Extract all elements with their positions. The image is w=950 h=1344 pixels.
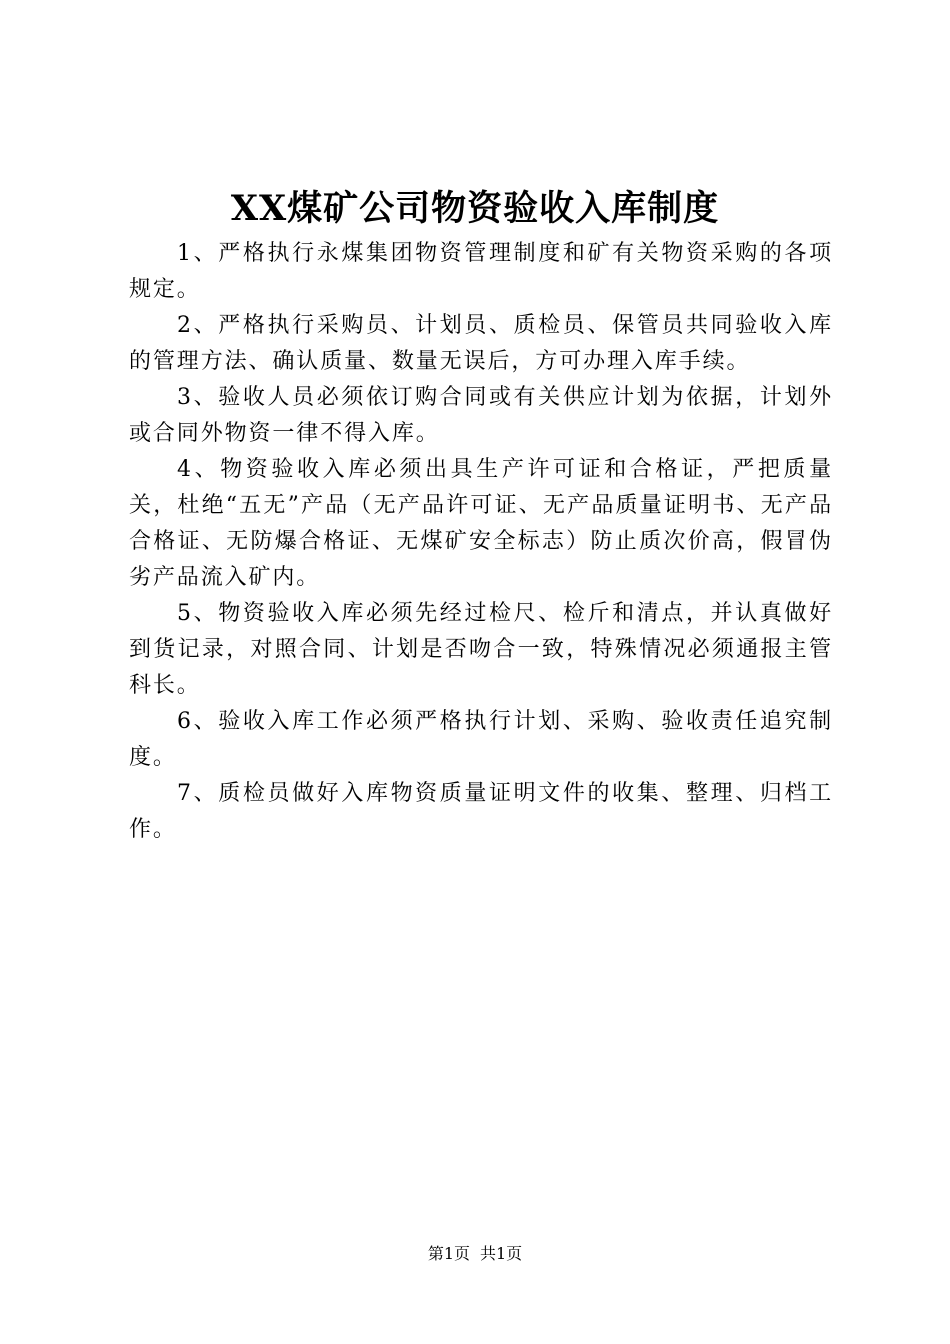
document-title: XX煤矿公司物资验收入库制度 [230, 188, 720, 229]
paragraph-3: 3、验收人员必须依订购合同或有关供应计划为依据，计划外或合同外物资一律不得入库。 [129, 385, 833, 446]
paragraph-7: 7、质检员做好入库物资质量证明文件的收集、整理、归档工作。 [129, 781, 833, 842]
document-body [129, 236, 833, 848]
page-footer [0, 1242, 950, 1266]
paragraph-4: 4、物资验收入库必须出具生产许可证和合格证，严把质量关，杜绝“五无”产品（无产品许可证、无产品质量证明书、无产品合格证、无防爆合格证、无煤矿安全标志）防止质次价高，假冒伪劣产品流入矿内。 [129, 457, 833, 590]
paragraph-6: 6、验收入库工作必须严格执行计划、采购、验收责任追究制度。 [129, 709, 833, 770]
page-number: 第1页 [427, 1244, 470, 1263]
page-total: 共1页 [480, 1244, 523, 1263]
paragraph-2: 2、严格执行采购员、计划员、质检员、保管员共同验收入库的管理方法、确认质量、数量无误后，方可办理入库手续。 [129, 313, 833, 374]
paragraph-5: 5、物资验收入库必须先经过检尺、检斤和清点，并认真做好到货记录，对照合同、计划是否吻合一致，特殊情况必须通报主管科长。 [129, 601, 833, 698]
paragraph-1: 1、严格执行永煤集团物资管理制度和矿有关物资采购的各项规定。 [129, 241, 833, 302]
